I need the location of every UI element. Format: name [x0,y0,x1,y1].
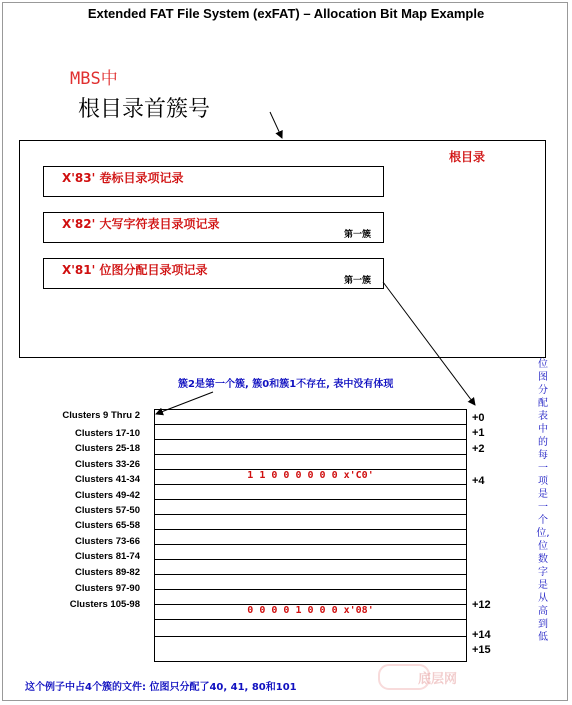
entry-text: X'82' 大写字符表目录项记录 [62,217,220,231]
watermark-text: 底层网 [418,672,458,687]
entry-cluster: 第一簇 [343,276,371,286]
row-offset: +2 [472,443,485,455]
entry-text: X'81' 位图分配目录项记录 [62,263,208,277]
row-offset: +4 [472,475,485,487]
mbs-label: MBS中 [70,69,118,89]
bitmap-bits: 0 0 0 0 1 0 0 0 x'08' [247,605,374,616]
root-directory-label: 根目录 [449,150,486,164]
diagram-title: Extended FAT File System (exFAT) – Allocation Bit Map Example [87,6,485,21]
row-label: Clusters 105-98 [69,599,140,610]
row-label: Clusters 41-34 [75,474,140,485]
row-label: Clusters 33-26 [75,459,140,470]
row-offset: +15 [472,644,491,656]
entry-cluster: 第一簇 [343,230,371,240]
row-offset: +0 [472,412,485,424]
bit-order-note: 位图分配表中的每一项是一个位,位数字是从高到低 [536,359,550,643]
row-label: Clusters 65-58 [75,520,140,531]
arrow-root-cluster [270,112,282,138]
arrow-bitmap-cluster [383,282,475,405]
row-offset: +1 [472,427,485,439]
row-offset: +14 [472,629,491,641]
row-label: Clusters 49-42 [75,490,140,501]
entry-text: X'83' 卷标目录项记录 [62,171,184,185]
row-label: Clusters 97-90 [75,583,140,594]
example-note: 这个例子中占4个簇的文件: 位图只分配了40, 41, 80和101 [25,682,297,693]
row-label: Clusters 57-50 [75,505,140,516]
arrow-cluster-note [156,392,213,414]
root-first-cluster-label: 根目录首簇号 [78,97,211,122]
row-label: Clusters 9 Thru 2 [62,410,140,421]
cluster-note: 簇2是第一个簇, 簇0和簇1不存在, 表中没有体现 [178,379,394,390]
row-offset: +12 [472,599,491,611]
row-label: Clusters 89-82 [75,567,140,578]
row-label: Clusters 17-10 [75,428,140,439]
row-label: Clusters 25-18 [75,443,140,454]
bitmap-bits: 1 1 0 0 0 0 0 0 x'C0' [247,470,374,481]
row-label: Clusters 73-66 [75,536,140,547]
row-label: Clusters 81-74 [75,551,140,562]
